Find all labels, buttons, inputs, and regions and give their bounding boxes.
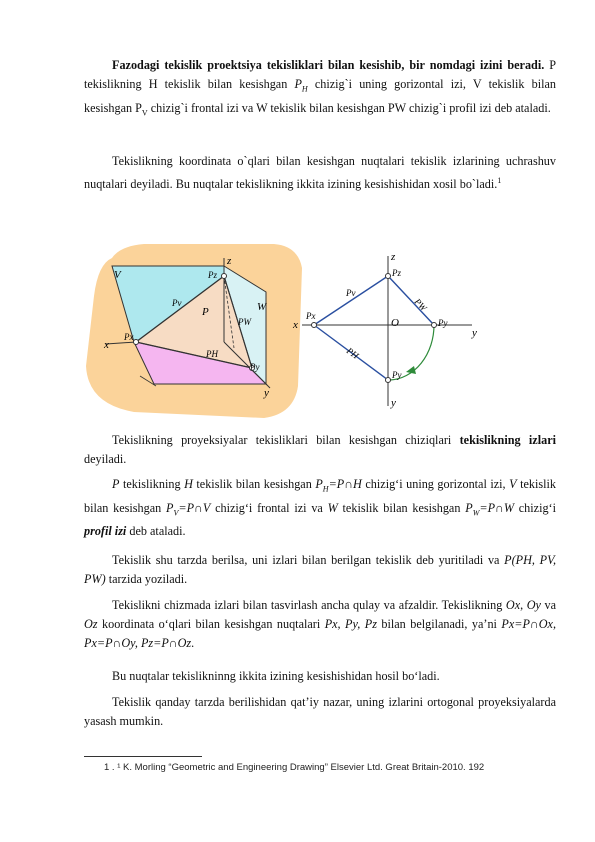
- paragraph-axes-points: Tekislikni chizmada izlari bilan tasvirlash ancha qulay va afzaldir. Tekislikning Ox, Oy va Oz koordinata o‘qlari bilan kesishgan nuqtalari Px, Py, Pz bilan belgilanadi, ya’ni Px=P∩Ox, Px=P∩Oy, Pz=P∩Oz.: [84, 598, 556, 651]
- label-x-right: x: [293, 319, 298, 331]
- label-plane-p: P: [202, 306, 209, 318]
- figure-svg: [84, 236, 556, 426]
- footnote: 1 . ¹ K. Morling “Geometric and Engineering Drawing” Elsevier Ltd. Great Britain-2010. 192: [104, 762, 485, 773]
- label-py-right: Py: [438, 318, 448, 328]
- footnote-divider: [84, 756, 202, 757]
- label-pz-right: Pz: [392, 268, 401, 278]
- label-px-left: Px: [124, 332, 134, 342]
- label-v-plane: V: [114, 269, 121, 281]
- label-px-right: Px: [306, 311, 316, 321]
- footnote-ref[interactable]: 1: [497, 176, 502, 186]
- figure-plane-traces: [84, 236, 556, 426]
- label-y-bottom: y: [391, 397, 396, 409]
- paragraph-trace-points: Tekislikning koordinata o`qlari bilan kesishgan nuqtalari tekislik izlarining uchrashuv nuqtalari deyiladi. Bu nuqtalar tekislikning ikkita izining kesishishidan xosil bo`ladi.$^1$: [84, 154, 556, 192]
- axonometric-figure: [86, 244, 302, 418]
- label-py-left: Py: [250, 362, 260, 372]
- label-x-axis: x: [104, 339, 109, 351]
- label-w-plane: W: [257, 301, 267, 313]
- label-ph-left: PH: [206, 349, 218, 359]
- paragraph-trace-names: P tekislikning H tekislik bilan kesishgan $P_H=P\cap H$ chizig‘i uning gorizontal izi, V tekislik bilan kesishgan $P_V=P\cap V$ chizig‘i frontal izi va W tekislik bilan kesishgan $P_W=P\cap W$ chizig‘i profil izi deb ataladi.: [84, 477, 557, 539]
- label-z-axis: z: [227, 255, 232, 267]
- paragraph-notation: Tekislik shu tarzda berilsa, uni izlari bilan berilgan tekislik deb yuritiladi va P(PH, PV, PW) tarzida yoziladi.: [84, 553, 556, 587]
- label-z-right: z: [391, 251, 396, 263]
- label-y-right: y: [472, 327, 477, 339]
- intro-heading: Fazodagi tekislik proektsiya tekisliklari bilan kesishib, bir nomdagi izini beradi.: [112, 58, 545, 72]
- label-pz-left: Pz: [208, 270, 217, 280]
- label-pw-right: PW: [412, 296, 429, 313]
- label-pv-right: Pv: [346, 288, 356, 298]
- label-pw-left: PW: [238, 317, 251, 327]
- label-ph-right: PH: [344, 345, 361, 361]
- paragraph-traces-def: Tekislikning proyeksiyalar tekisliklari bilan kesishgan chiziqlari tekislikning izlari deyiladi.: [84, 433, 556, 467]
- paragraph-construction: Tekislik qanday tarzda berilishidan qat’iy nazar, uning izlarini ortogonal proyeksiyalarda yasash mumkin.: [84, 695, 556, 729]
- paragraph-points-origin: Bu nuqtalar tekislikninng ikkita izining kesishishidan hosil bo‘ladi.: [112, 669, 440, 683]
- orthogonal-figure: [292, 251, 477, 409]
- label-y-axis: y: [264, 387, 269, 399]
- paragraph-intro: Fazodagi tekislik proektsiya tekisliklari bilan kesishib, bir nomdagi izini beradi. P tekislikning H tekislik bilan kesishgan $P_H$ chizig`i uning gorizontal izi, V tekislik bilan kesishgan $P_V$ chizig`i frontal izi va W tekislik bilan kesishgan PW chizig`i profil izi deb ataladi.: [84, 58, 557, 118]
- label-py-bottom: Py: [392, 370, 402, 380]
- label-pv-left: Pv: [172, 298, 182, 308]
- label-origin: O: [391, 317, 399, 329]
